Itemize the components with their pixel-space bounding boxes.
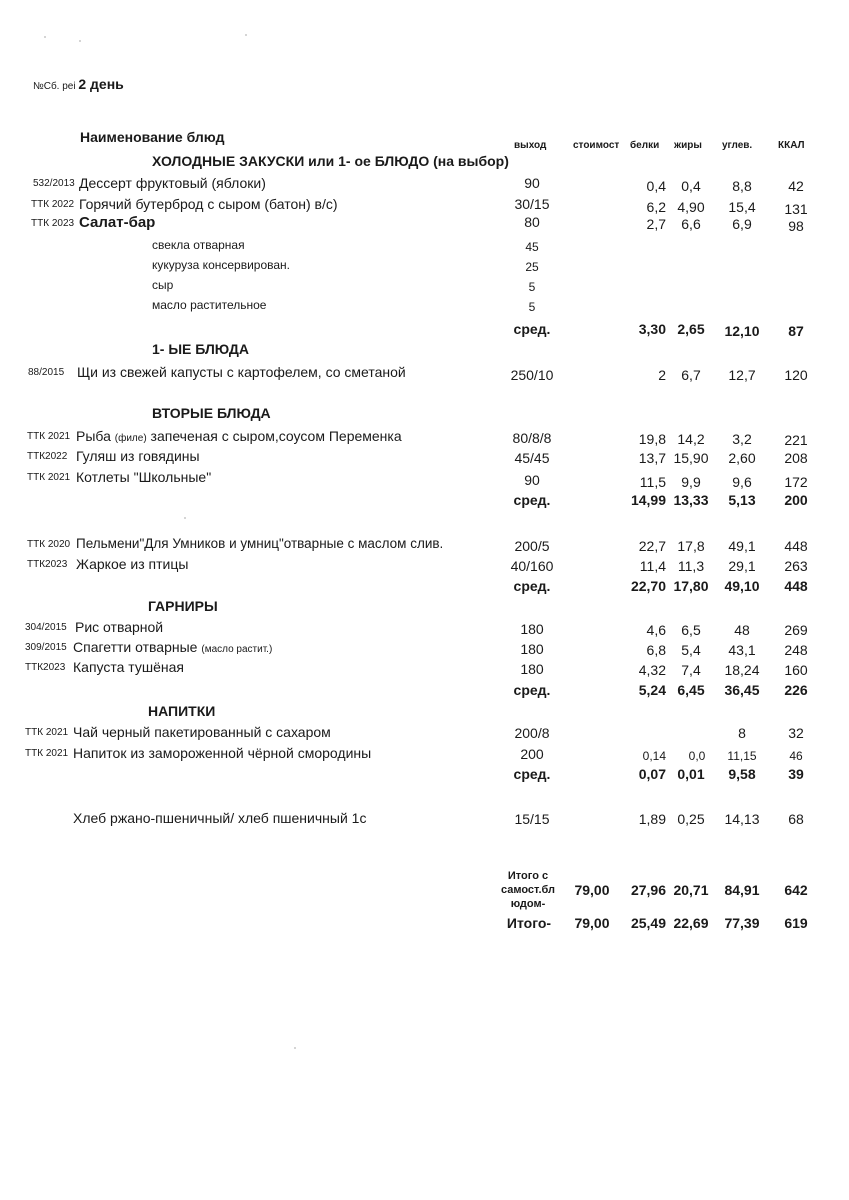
carbs-avg: 5,13 <box>728 492 756 508</box>
ingredient-name: масло растительное <box>152 298 267 312</box>
carbs-value: 48 <box>734 622 750 638</box>
fat-avg: 0,01 <box>677 766 705 782</box>
dish-name: Хлеб ржано-пшеничный/ хлеб пшеничный 1с <box>73 810 367 826</box>
table-row <box>0 659 849 679</box>
table-row <box>0 214 849 234</box>
kcal-avg: 448 <box>784 578 808 594</box>
output-value: 180 <box>520 621 544 637</box>
protein-value: 4,6 <box>646 622 666 638</box>
carbs-value: 43,1 <box>728 642 756 658</box>
carbs-value: 18,24 <box>724 662 760 678</box>
recipe-code: 304/2015 <box>25 622 67 633</box>
kcal-value: 160 <box>784 662 808 678</box>
average-label: сред. <box>513 578 551 594</box>
kcal-avg: 226 <box>784 682 808 698</box>
column-header-kcal: ККАЛ <box>778 140 805 151</box>
recipe-code: 309/2015 <box>25 642 67 653</box>
kcal-value: 32 <box>788 725 804 741</box>
carbs-value: 29,1 <box>728 558 756 574</box>
output-value: 200 <box>520 746 544 762</box>
ingredient-row <box>0 298 849 318</box>
protein-value: 6,8 <box>646 642 666 658</box>
day-prefix: №Сб. реі <box>33 81 76 92</box>
kcal-value: 263 <box>784 558 808 574</box>
scan-speck <box>294 1047 296 1049</box>
protein-value: 4,32 <box>638 662 666 678</box>
carbs-value: 14,13 <box>724 811 760 827</box>
day-header <box>33 76 124 92</box>
average-row <box>0 578 849 598</box>
table-row <box>0 469 849 489</box>
dish-name: Горячий бутерброд с сыром (батон) в/с) <box>79 196 338 212</box>
protein-value: 11,4 <box>639 558 666 574</box>
dish-name: Спагетти отварные (масло растит.) <box>73 639 273 655</box>
protein-total: 25,49 <box>630 915 666 931</box>
output-value: 80 <box>524 214 540 230</box>
carbs-avg: 49,10 <box>724 578 760 594</box>
protein-value: 22,7 <box>638 538 666 554</box>
scan-speck <box>184 517 186 519</box>
dish-name: Рыба (филе) запеченая с сыром,соусом Переменка <box>76 428 402 444</box>
dish-name: Напиток из замороженной чёрной смородины <box>73 745 372 761</box>
scan-speck <box>79 40 81 42</box>
kcal-value: 269 <box>784 622 808 638</box>
protein-value: 2 <box>658 367 666 383</box>
recipe-code: ТТК 2021 <box>25 748 69 759</box>
average-label: сред. <box>513 766 551 782</box>
carbs-value: 8,8 <box>732 178 752 194</box>
ingredient-output: 45 <box>525 240 539 254</box>
fat-value: 9,9 <box>681 474 701 490</box>
protein-value: 11,5 <box>639 474 666 490</box>
table-row <box>0 556 849 576</box>
average-row <box>0 766 849 786</box>
protein-value: 2,7 <box>646 216 666 232</box>
recipe-code: ТТК 2020 <box>27 539 71 550</box>
dish-name: Щи из свежей капусты с картофелем, со сметаной <box>77 364 406 380</box>
recipe-code: 532/2013 <box>33 178 75 189</box>
protein-value: 0,14 <box>642 749 666 763</box>
kcal-value: 448 <box>784 538 808 554</box>
kcal-value: 131 <box>784 201 808 217</box>
section-title-cold: ХОЛОДНЫЕ ЗАКУСКИ или 1- ое БЛЮДО (на выбор) <box>152 153 509 169</box>
fat-total: 20,71 <box>673 882 709 898</box>
kcal-value: 68 <box>788 811 804 827</box>
recipe-code: 88/2015 <box>28 367 65 378</box>
output-value: 250/10 <box>510 367 554 383</box>
output-value: 45/45 <box>514 450 550 466</box>
table-row <box>0 536 849 556</box>
recipe-code: ТТК2022 <box>27 451 68 462</box>
output-value: 180 <box>520 641 544 657</box>
kcal-value: 248 <box>784 642 808 658</box>
ingredient-output: 25 <box>525 260 539 274</box>
total-row <box>0 882 849 902</box>
protein-value: 1,89 <box>638 811 666 827</box>
recipe-code: ТТК 2021 <box>27 431 71 442</box>
table-row <box>0 639 849 659</box>
total-with-self-label: Итого с самост.бл юдом- <box>500 870 556 910</box>
section-title-first: 1- ЫЕ БЛЮДА <box>152 341 249 357</box>
fat-value: 7,4 <box>681 662 701 678</box>
fat-avg: 6,45 <box>677 682 705 698</box>
table-row <box>0 196 849 216</box>
output-value: 40/160 <box>510 558 554 574</box>
fat-value: 4,90 <box>677 199 705 215</box>
dish-name: Рис отварной <box>75 619 164 635</box>
cost-total: 79,00 <box>574 882 610 898</box>
kcal-value: 46 <box>789 749 803 763</box>
kcal-value: 172 <box>784 474 808 490</box>
fat-value: 11,3 <box>677 558 705 574</box>
protein-value: 13,7 <box>638 450 666 466</box>
dish-name: Чай черный пакетированный с сахаром <box>73 724 331 740</box>
ingredient-row <box>0 258 849 278</box>
kcal-value: 98 <box>788 218 804 234</box>
total-row <box>0 915 849 935</box>
kcal-value: 208 <box>784 450 808 466</box>
carbs-total: 77,39 <box>724 915 760 931</box>
output-value: 200/8 <box>514 725 550 741</box>
dish-name: Котлеты "Школьные" <box>76 469 212 485</box>
recipe-code: ТТК 2021 <box>25 727 69 738</box>
carbs-value: 11,15 <box>727 749 757 763</box>
protein-value: 6,2 <box>646 199 666 215</box>
table-row <box>0 448 849 468</box>
output-value: 15/15 <box>514 811 550 827</box>
fat-value: 17,8 <box>677 538 705 554</box>
protein-avg: 3,30 <box>638 321 666 337</box>
scan-speck <box>245 34 247 36</box>
carbs-total: 84,91 <box>724 882 760 898</box>
average-row <box>0 492 849 512</box>
protein-avg: 5,24 <box>638 682 666 698</box>
kcal-avg: 39 <box>788 766 804 782</box>
average-row <box>0 682 849 702</box>
kcal-value: 42 <box>788 178 804 194</box>
column-header-cost: стоимост <box>573 140 620 151</box>
fat-value: 14,2 <box>677 431 705 447</box>
fat-value: 6,7 <box>681 367 701 383</box>
output-value: 80/8/8 <box>512 430 552 446</box>
ingredient-output: 5 <box>528 280 536 294</box>
dish-name: Капуста тушёная <box>73 659 184 675</box>
table-row <box>0 810 849 830</box>
column-header-protein: белки <box>630 140 660 151</box>
fat-total: 22,69 <box>673 915 709 931</box>
output-value: 180 <box>520 661 544 677</box>
column-header-carbs: углев. <box>722 140 753 151</box>
average-label: сред. <box>513 321 551 337</box>
fat-value: 0,4 <box>681 178 701 194</box>
day-label: 2 день <box>78 76 124 92</box>
section-title-second: ВТОРЫЕ БЛЮДА <box>152 405 271 421</box>
fat-value: 0,0 <box>688 749 706 763</box>
table-row <box>0 175 849 195</box>
dish-name: Жаркое из птицы <box>76 556 189 572</box>
dish-name: Гуляш из говядины <box>76 448 200 464</box>
section-title-drinks: НАПИТКИ <box>148 703 216 719</box>
carbs-value: 6,9 <box>732 216 752 232</box>
ingredient-name: свекла отварная <box>152 238 245 252</box>
carbs-avg: 36,45 <box>724 682 760 698</box>
table-row <box>0 724 849 744</box>
recipe-code: ТТК2023 <box>27 559 68 570</box>
ingredient-name: сыр <box>152 278 174 292</box>
carbs-avg: 9,58 <box>728 766 756 782</box>
table-row <box>0 428 849 448</box>
recipe-code: ТТК2023 <box>25 662 66 673</box>
kcal-total: 619 <box>784 915 808 931</box>
fat-avg: 13,33 <box>673 492 709 508</box>
table-row <box>0 619 849 639</box>
protein-total: 27,96 <box>630 882 666 898</box>
ingredient-row <box>0 278 849 298</box>
protein-value: 0,4 <box>646 178 666 194</box>
column-header-output: выход <box>514 140 547 151</box>
kcal-value: 221 <box>784 432 808 448</box>
cost-total: 79,00 <box>574 915 610 931</box>
total-label: Итого- <box>506 915 552 931</box>
fat-value: 15,90 <box>673 450 709 466</box>
output-value: 30/15 <box>514 196 550 212</box>
output-value: 90 <box>524 175 540 191</box>
recipe-code: ТТК 2023 <box>31 218 75 229</box>
column-header-fat: жиры <box>674 140 702 151</box>
kcal-total: 642 <box>784 882 808 898</box>
ingredient-row <box>0 238 849 258</box>
protein-avg: 22,70 <box>630 578 666 594</box>
fat-value: 6,6 <box>681 216 701 232</box>
protein-value: 19,8 <box>638 431 666 447</box>
fat-value: 6,5 <box>681 622 701 638</box>
carbs-value: 2,60 <box>728 450 756 466</box>
section-title-garnish: ГАРНИРЫ <box>148 598 218 614</box>
ingredient-output: 5 <box>528 300 536 314</box>
output-value: 90 <box>524 472 540 488</box>
carbs-value: 15,4 <box>728 199 756 215</box>
protein-avg: 0,07 <box>638 766 666 782</box>
average-label: сред. <box>513 682 551 698</box>
kcal-avg: 200 <box>784 492 808 508</box>
carbs-value: 12,7 <box>728 367 756 383</box>
average-row <box>0 321 849 341</box>
average-label: сред. <box>513 492 551 508</box>
carbs-avg: 12,10 <box>724 323 760 339</box>
dish-name: Пельмени"Для Умников и умниц"отварные с маслом слив. <box>76 536 444 551</box>
fat-value: 5,4 <box>681 642 701 658</box>
protein-avg: 14,99 <box>630 492 666 508</box>
recipe-code: ТТК 2021 <box>27 472 71 483</box>
scan-speck <box>44 36 46 38</box>
table-row <box>0 745 849 765</box>
carbs-value: 3,2 <box>732 431 752 447</box>
recipe-code: ТТК 2022 <box>31 199 75 210</box>
fat-value: 0,25 <box>677 811 705 827</box>
table-row <box>0 364 849 384</box>
kcal-value: 120 <box>784 367 808 383</box>
carbs-value: 8 <box>738 725 746 741</box>
carbs-value: 49,1 <box>728 538 756 554</box>
output-value: 200/5 <box>514 538 550 554</box>
carbs-value: 9,6 <box>732 474 752 490</box>
fat-avg: 2,65 <box>677 321 705 337</box>
fat-avg: 17,80 <box>673 578 709 594</box>
dish-name: Салат-бар <box>79 214 156 231</box>
ingredient-name: кукуруза консервирован. <box>152 258 291 272</box>
column-header-name: Наименование блюд <box>80 129 225 145</box>
kcal-avg: 87 <box>788 323 804 339</box>
dish-name: Дессерт фруктовый (яблоки) <box>79 175 266 191</box>
